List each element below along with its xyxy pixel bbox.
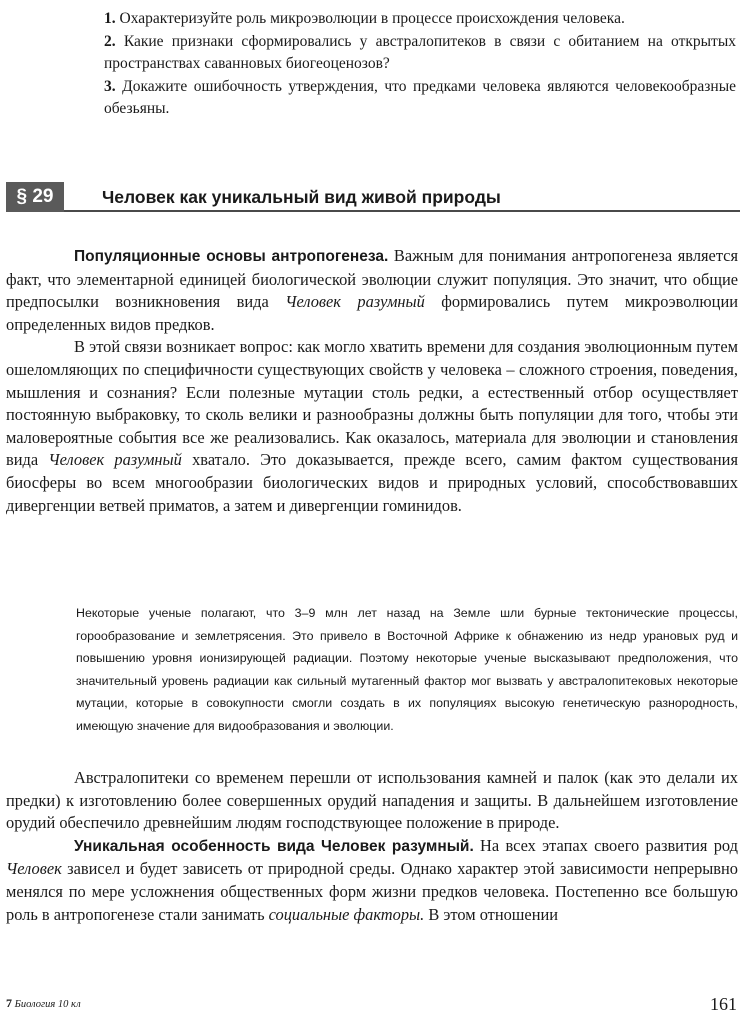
paragraph-text: В этом отношении: [424, 904, 559, 924]
paragraph-tools: Австралопитеки со временем перешли от использования камней и палок (как это делали их предки) к изготовлению более совершенных орудий нападения и защиты. В дальнейшем изготовление орудий обеспечило древнейшим людям господствующее положение в природе.: [6, 768, 738, 833]
genus-term: Человек: [6, 859, 62, 879]
question-text: Охарактеризуйте роль микроэволюции в процессе происхождения человека.: [115, 10, 625, 27]
species-term: Человек разумный: [285, 292, 425, 312]
sheet-number: 7: [6, 996, 12, 1010]
paragraph-lead: Уникальная особенность вида Человек разумный.: [74, 837, 474, 855]
paragraph-uniqueness: [6, 835, 738, 926]
section-divider: [64, 210, 740, 212]
paragraph-text: формировались путем микроэволюции определенных видов предков.: [6, 292, 738, 334]
book-title: Биология 10 кл: [14, 999, 81, 1010]
question-item: [104, 76, 736, 121]
question-number: 1.: [104, 10, 116, 27]
section-title: Человек как уникальный вид живой природы: [102, 187, 501, 207]
paragraph-text: В этой связи возникает вопрос: как могло хватить времени для создания эволюционным путем ошеломляющих по специфичности существующих свойств у человека – сложного строения, поведения, мышления и сознания? Если полезные мутации столь редки, а естественный отбор осуществляет постоянную выбраковку, то сколь велики и разнообразны должны быть популяции для того, чтобы эти маловероятные события все же реализовались. Как оказалось, материала для эволюции и становления вида: [6, 337, 738, 470]
species-term: Человек разумный: [48, 450, 182, 470]
section-header: [6, 182, 740, 212]
question-number: 3.: [104, 77, 116, 95]
supplementary-note: [76, 602, 738, 737]
main-text-block-2: [6, 767, 738, 926]
footer-signature: [6, 996, 81, 1011]
main-text-block-1: [6, 245, 738, 517]
social-factors-term: социальные факторы.: [268, 904, 425, 924]
paragraph-text: На всех этапах своего развития род: [473, 835, 738, 855]
paragraph-population: [6, 245, 738, 336]
question-text: Докажите ошибочность утверждения, что предками человека являются человекообразные обезьяны.: [104, 77, 736, 117]
question-item: [104, 8, 736, 31]
paragraph-lead: Популяционные основы антропогенеза.: [74, 248, 389, 265]
review-questions: [104, 8, 736, 121]
question-item: [104, 31, 736, 76]
section-number-badge: § 29: [6, 182, 64, 212]
question-number: 2.: [104, 32, 116, 50]
page-number: 161: [710, 994, 737, 1014]
question-text: Какие признаки сформировались у австралопитеков в связи с обитанием на открытых пространствах саванновых биогеоценозов?: [104, 32, 736, 72]
paragraph-text: зависел и будет зависеть от природной среды. Однако характер этой зависимости непрерывно менялся по мере усложнения общественных форм жизни предков человека. Постепенно все большую роль в антропогенезе стали занимать: [6, 859, 738, 924]
paragraph-text: Важным для понимания антропогенеза является факт, что элементарной единицей биологической эволюции служит популяция. Это значит, что общие предпосылки возникновения вида: [6, 246, 739, 312]
paragraph-time-question: [6, 336, 738, 517]
paragraph-text: хватало. Это доказывается, прежде всего, самим фактом существования биосферы во всем многообразии биологических видов и природных условий, способствовавших дивергенции ветвей приматов, а затем и дивергенции гоминидов.: [6, 450, 738, 515]
note-text: Некоторые ученые полагают, что 3–9 млн лет назад на Земле шли бурные тектонические процессы, горообразование и землетрясения. Это привело в Восточной Африке к обнажению из недр урановых руд и повышению уровня ионизирующей радиации. Поэтому некоторые ученые высказывают предположения, что значительный уровень радиации как сильный мутагенный фактор мог вызвать у австралопитековых некоторые мутации, которые в совокупности смогли создать в их популяциях высокую генетическую разнородность, имеющую значение для видообразования и эволюции.: [76, 606, 738, 733]
